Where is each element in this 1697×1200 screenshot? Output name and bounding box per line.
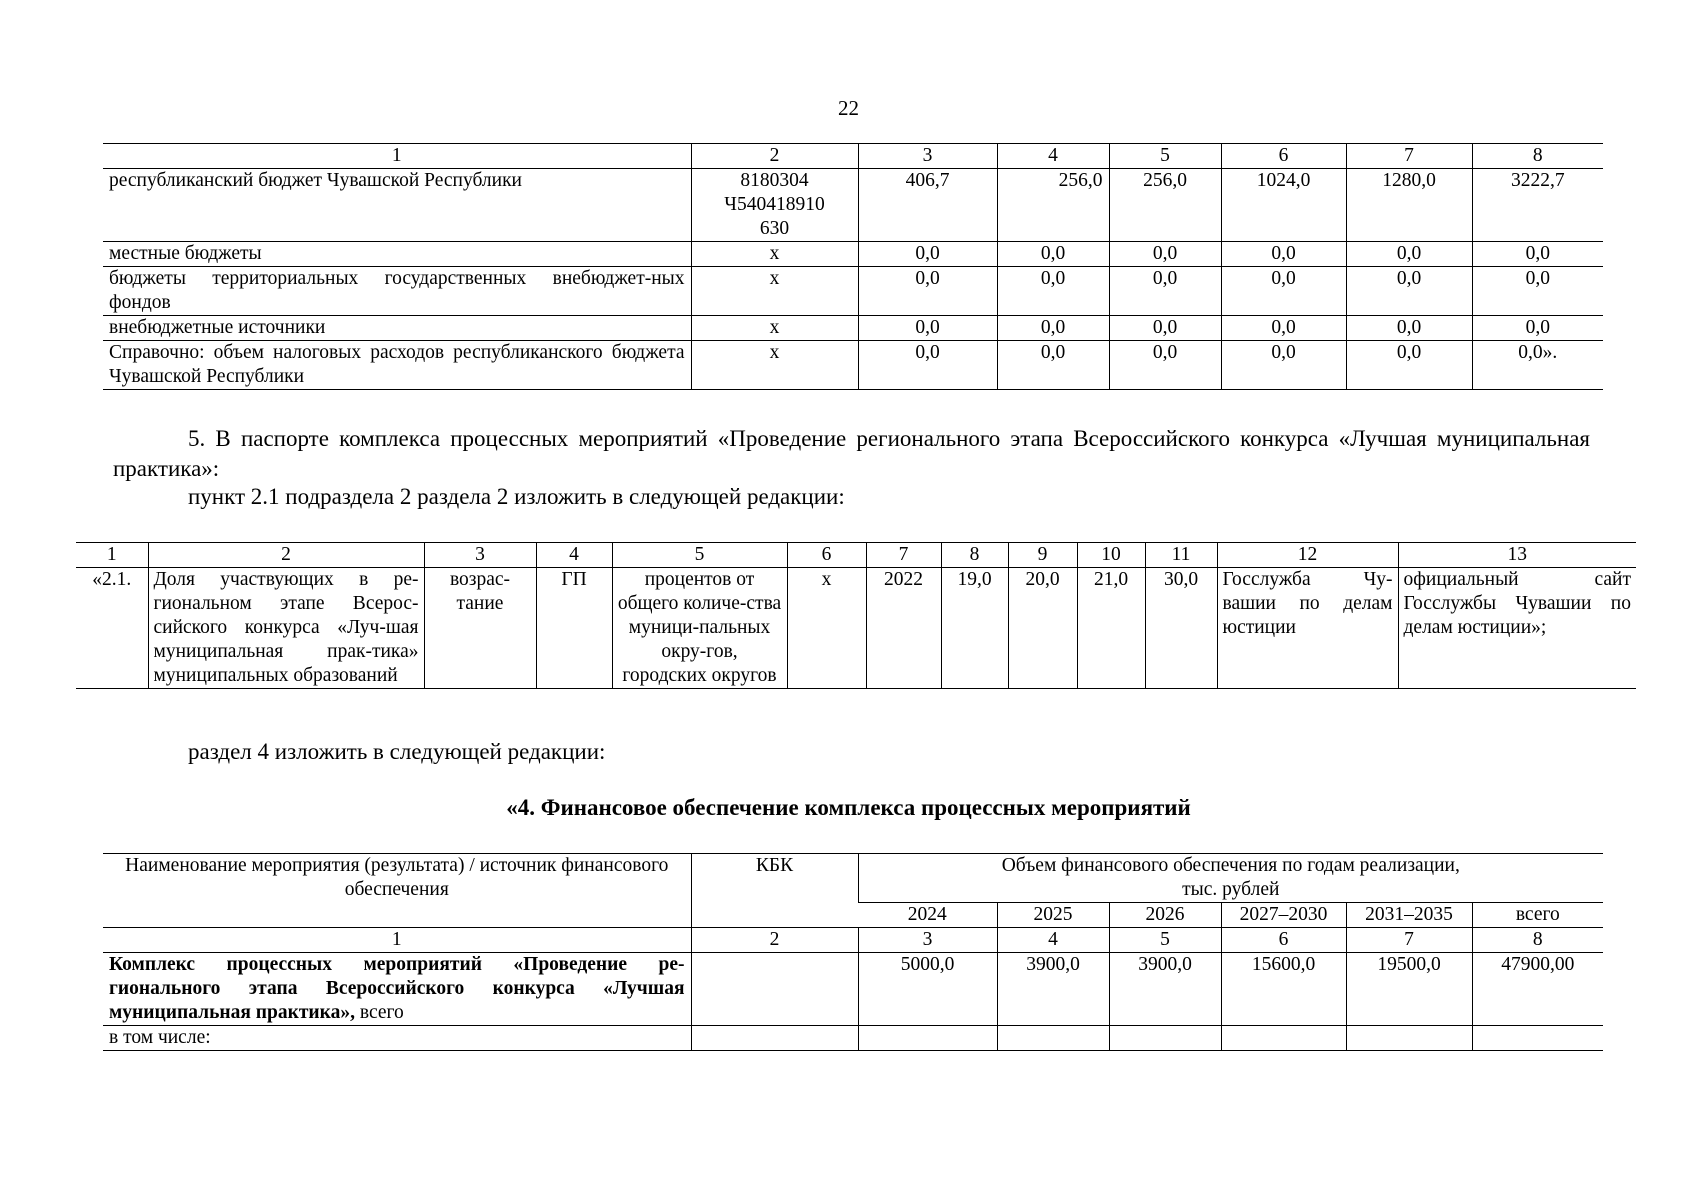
header-cell: 3 bbox=[424, 543, 536, 568]
table-header-row bbox=[76, 543, 1636, 568]
value-cell: 0,0 bbox=[1346, 267, 1472, 316]
header-cell: 1 bbox=[76, 543, 148, 568]
table-row bbox=[103, 242, 1603, 267]
header-cell: 1 bbox=[103, 144, 691, 169]
value-cell: 15600,0 bbox=[1221, 953, 1346, 1026]
year-cell: 2031–2035 bbox=[1346, 903, 1472, 928]
value-cell: 20,0 bbox=[1008, 568, 1077, 689]
row-label: в том числе: bbox=[103, 1026, 691, 1051]
header-cell: 9 bbox=[1008, 543, 1077, 568]
source-name: республиканский бюджет Чувашской Республики bbox=[103, 169, 691, 242]
empty-cell bbox=[1472, 1026, 1603, 1051]
value-cell: 256,0 bbox=[1109, 169, 1221, 242]
value-cell: 0,0 bbox=[1109, 267, 1221, 316]
year-cell: 2026 bbox=[1109, 903, 1221, 928]
header-cell: 7 bbox=[1346, 144, 1472, 169]
header-cell: 8 bbox=[1472, 144, 1603, 169]
kbk-line: 8180304 bbox=[740, 170, 809, 191]
complex-name bbox=[103, 953, 691, 1026]
value-cell: 0,0 bbox=[997, 267, 1109, 316]
value-cell: 0,0 bbox=[858, 242, 997, 267]
paragraph-instruction: пункт 2.1 подраздела 2 раздела 2 изложить в следующей редакции: bbox=[188, 484, 845, 509]
value-cell: 256,0 bbox=[997, 169, 1109, 242]
empty-cell bbox=[858, 1026, 997, 1051]
value-cell: 0,0 bbox=[1472, 242, 1603, 267]
value-cell: 0,0 bbox=[1221, 242, 1346, 267]
value-cell: х bbox=[787, 568, 866, 689]
source-name: внебюджетные источники bbox=[103, 316, 691, 341]
kbk-line: Ч540418910 bbox=[724, 194, 825, 215]
value-cell: 19500,0 bbox=[1346, 953, 1472, 1026]
header-cell: 10 bbox=[1077, 543, 1145, 568]
indicator-name: Доля участвующих в ре-гиональном этапе Всерос-сийского конкурса «Луч-шая муниципальная прак-тика» муниципальных образований bbox=[148, 568, 424, 689]
table-row bbox=[103, 316, 1603, 341]
value-cell: 5000,0 bbox=[858, 953, 997, 1026]
empty-cell bbox=[1109, 1026, 1221, 1051]
value-cell: 0,0 bbox=[858, 267, 997, 316]
empty-cell bbox=[1221, 1026, 1346, 1051]
number-cell: 7 bbox=[1346, 928, 1472, 953]
table-row bbox=[103, 267, 1603, 316]
value-cell: 0,0 bbox=[1221, 316, 1346, 341]
value-cell: 0,0 bbox=[1109, 341, 1221, 390]
value-cell: 0,0 bbox=[1472, 267, 1603, 316]
number-cell: 8 bbox=[1472, 928, 1603, 953]
value-cell: 0,0 bbox=[1346, 316, 1472, 341]
value-cell: 0,0 bbox=[997, 341, 1109, 390]
value-cell: 3900,0 bbox=[1109, 953, 1221, 1026]
kbk-line: 630 bbox=[759, 218, 790, 239]
value-cell: 21,0 bbox=[1077, 568, 1145, 689]
col-kbk-header: КБК bbox=[691, 854, 858, 928]
value-cell: 0,0 bbox=[1221, 341, 1346, 390]
value-cell: 406,7 bbox=[858, 169, 997, 242]
col-name-header: Наименование мероприятия (результата) / источник финансового обеспечения bbox=[103, 854, 691, 928]
table-header-row bbox=[103, 854, 1603, 903]
value-cell: 0,0 bbox=[1221, 267, 1346, 316]
header-cell: 2 bbox=[148, 543, 424, 568]
number-cell: 5 bbox=[1109, 928, 1221, 953]
value-cell: 0,0 bbox=[997, 242, 1109, 267]
header-cell: 7 bbox=[866, 543, 941, 568]
value-cell: 1024,0 bbox=[1221, 169, 1346, 242]
kbk-cell: х bbox=[691, 341, 858, 390]
unit-cell: процентов от общего количе-ства муници-пальных окру-гов, городских округов bbox=[612, 568, 787, 689]
empty-cell bbox=[997, 1026, 1109, 1051]
complex-name-bold: Комплекс процессных мероприятий «Проведение ре-гионального этапа Всероссийского конкурса «Лучшая муниципальная практика», bbox=[109, 954, 685, 1023]
value-cell: 19,0 bbox=[941, 568, 1008, 689]
number-cell: 6 bbox=[1221, 928, 1346, 953]
header-cell: 6 bbox=[1221, 144, 1346, 169]
header-cell: 5 bbox=[612, 543, 787, 568]
base-year-cell: 2022 bbox=[866, 568, 941, 689]
source-name: Справочно: объем налоговых расходов республиканского бюджета Чувашской Республики bbox=[103, 341, 691, 390]
level-cell: ГП bbox=[536, 568, 612, 689]
header-cell: 13 bbox=[1398, 543, 1636, 568]
trend-cell: возрас-тание bbox=[424, 568, 536, 689]
value-cell: 0,0 bbox=[1472, 316, 1603, 341]
page-number: 22 bbox=[838, 96, 859, 120]
empty-cell bbox=[691, 1026, 858, 1051]
number-cell: 2 bbox=[691, 928, 858, 953]
table-row bbox=[103, 169, 1603, 242]
table-header-row bbox=[103, 144, 1603, 169]
year-cell: всего bbox=[1472, 903, 1603, 928]
kbk-cell bbox=[691, 953, 858, 1026]
table-funding-sources bbox=[103, 143, 1603, 390]
group-header: Объем финансового обеспечения по годам реализации, тыс. рублей bbox=[858, 854, 1603, 903]
header-cell: 12 bbox=[1217, 543, 1398, 568]
paragraph-amendment: 5. В паспорте комплекса процессных мероприятий «Проведение регионального этапа Всероссийского конкурса «Лучшая муниципальная практика»: bbox=[113, 426, 1590, 481]
source-cell: официальный сайт Госслужбы Чувашии по делам юстиции»; bbox=[1398, 568, 1636, 689]
value-cell: 1280,0 bbox=[1346, 169, 1472, 242]
source-name: местные бюджеты bbox=[103, 242, 691, 267]
value-cell: 0,0 bbox=[1346, 242, 1472, 267]
kbk-cell: х bbox=[691, 316, 858, 341]
value-cell: 0,0». bbox=[1472, 341, 1603, 390]
item-number: «2.1. bbox=[76, 568, 148, 689]
complex-name-suffix: всего bbox=[355, 1002, 404, 1023]
number-cell: 3 bbox=[858, 928, 997, 953]
value-cell: 0,0 bbox=[1109, 242, 1221, 267]
header-cell: 4 bbox=[997, 144, 1109, 169]
value-cell: 30,0 bbox=[1145, 568, 1217, 689]
kbk-cell: х bbox=[691, 242, 858, 267]
table-financing bbox=[103, 853, 1603, 1051]
table-indicator bbox=[76, 542, 1636, 689]
paragraph-section-instruction: раздел 4 изложить в следующей редакции: bbox=[188, 739, 606, 764]
responsible-cell: Госслужба Чу-вашии по делам юстиции bbox=[1217, 568, 1398, 689]
table-row bbox=[76, 568, 1636, 689]
table-row bbox=[103, 953, 1603, 1026]
kbk-cell bbox=[691, 169, 858, 242]
value-cell: 0,0 bbox=[1346, 341, 1472, 390]
number-cell: 1 bbox=[103, 928, 691, 953]
value-cell: 0,0 bbox=[858, 316, 997, 341]
value-cell: 3900,0 bbox=[997, 953, 1109, 1026]
kbk-cell: х bbox=[691, 267, 858, 316]
value-cell: 3222,7 bbox=[1472, 169, 1603, 242]
header-cell: 5 bbox=[1109, 144, 1221, 169]
table-number-row bbox=[103, 928, 1603, 953]
header-cell: 2 bbox=[691, 144, 858, 169]
header-cell: 8 bbox=[941, 543, 1008, 568]
header-cell: 11 bbox=[1145, 543, 1217, 568]
value-cell: 0,0 bbox=[858, 341, 997, 390]
source-name: бюджеты территориальных государственных внебюджет-ных фондов bbox=[103, 267, 691, 316]
table-row bbox=[103, 341, 1603, 390]
value-cell: 47900,00 bbox=[1472, 953, 1603, 1026]
value-cell: 0,0 bbox=[997, 316, 1109, 341]
section-heading: «4. Финансовое обеспечение комплекса процессных мероприятий bbox=[506, 795, 1191, 820]
value-cell: 0,0 bbox=[1109, 316, 1221, 341]
year-cell: 2027–2030 bbox=[1221, 903, 1346, 928]
header-cell: 4 bbox=[536, 543, 612, 568]
number-cell: 4 bbox=[997, 928, 1109, 953]
year-cell: 2025 bbox=[997, 903, 1109, 928]
header-cell: 3 bbox=[858, 144, 997, 169]
table-row bbox=[103, 1026, 1603, 1051]
empty-cell bbox=[1346, 1026, 1472, 1051]
year-cell: 2024 bbox=[858, 903, 997, 928]
header-cell: 6 bbox=[787, 543, 866, 568]
